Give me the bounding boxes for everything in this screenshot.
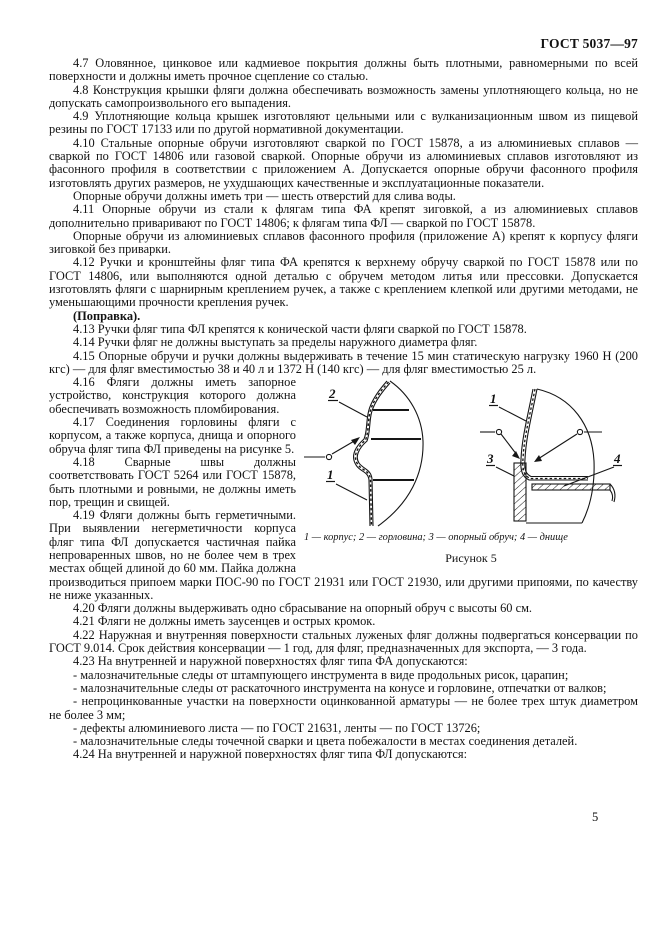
paragraph: 4.24 На внутренней и наружной поверхностях фляг типа ФЛ допускаются: xyxy=(73,747,468,762)
detail-boundary-arc xyxy=(378,381,423,526)
paragraph: 4.12 Ручки и кронштейны фляг типа ФА крепятся к верхнему обручу сваркой по ГОСТ 15878 или по ГОСТ 14806, или выполняются одной деталью с обручем методом литья или прессовки. Допускается изготовлять фляги с шарнирным креплением ручек, а также с креплением клепкой или другими методами, не уменьшающими прочности крепления ручек. xyxy=(49,255,638,310)
paragraph: 4.16 Фляги должны иметь запорное устройство, конструкция которого должна обеспечивать возможность пломбирования. xyxy=(49,375,296,416)
list-item: - малозначительные следы от штампующего инструмента в виде продольных рисок, царапин; xyxy=(73,667,569,682)
bottom-strip xyxy=(532,484,610,490)
paragraph: 4.11 Опорные обручи из стали к флягам типа ФА крепят зиговкой, а из алюминиевых сплавов дополнительно приваривают по ГОСТ 14806; к флягам типа ФЛ — сваркой по ГОСТ 15878. xyxy=(49,202,638,230)
paragraph: 4.22 Наружная и внутренняя поверхности стальных луженых фляг должны подвергаться консервации по ГОСТ 9.014. Срок действия консервации — 1 год, для фляг, предназначенных для экспорта, — 3 года. xyxy=(49,627,638,656)
paragraph: Опорные обручи должны иметь три — шесть отверстий для слива воды. xyxy=(73,188,456,203)
paragraph: 4.18 Сварные швы должны соответствовать ГОСТ 5264 или ГОСТ 15878, быть плотными и ровными, не должны иметь пор, трещин и свищей. xyxy=(49,454,296,509)
paragraph: 4.7 Оловянное, цинковое или кадмиевое покрытия должны быть плотными, равномерными по всей поверхности и должны иметь прочное сцепление со сталью. xyxy=(49,56,638,84)
figure-label-bottom: 4 xyxy=(614,451,621,467)
list-item: - дефекты алюминиевого листа — по ГОСТ 21631, ленты — по ГОСТ 13726; xyxy=(73,720,481,735)
list-item: - малозначительные следы от раскаточного инструмента на конусе и горловине, отпечатки от валков; xyxy=(73,680,607,695)
paragraph: 4.15 Опорные обручи и ручки должны выдерживать в течение 15 мин статическую нагрузку 1960 Н (200 кгс) — для фляг вместимостью 38 и 40 л и 1372 Н (140 кгс) — для фляг вместимостью 25 л. xyxy=(49,348,638,376)
paragraph: 4.14 Ручки фляг не должны выступать за пределы наружного диаметра фляг. xyxy=(73,335,478,350)
paragraph: 4.23 На внутренней и наружной поверхностях фляг типа ФА допускаются: xyxy=(73,654,468,669)
paragraph: 4.19 Фляги должны быть герметичными. При выявлении негерметичности корпуса фляг типа ФЛ допускается частичная пайка непроваренных швов, но не более чем в трех местах общей длиной до 60 мм. Пайка должна производиться припоем марки ПОС-90 по ГОСТ 21931 или ГОСТ 21930, или другими припоями, по качеству не ниже указанных. xyxy=(49,508,638,602)
figure-label-body: 1 xyxy=(327,467,334,483)
support-hoop-band xyxy=(514,463,526,521)
amendment-note: (Поправка). xyxy=(73,308,141,323)
paragraph: 4.8 Конструкция крышки фляги должна обеспечивать возможность замены уплотняющего кольца, но не допускать самопроизвольного его выпадения. xyxy=(49,82,638,110)
neck-joint-drawing xyxy=(304,377,462,529)
list-item: - непроцинкованные участки на поверхности оцинкованной арматуры — не более трех штук диаметром не более 3 мм; xyxy=(49,694,638,722)
list-item: - малозначительные следы точечной сварки и цвета побежалости в местах соединения деталей. xyxy=(73,734,578,749)
figure-label-body2: 1 xyxy=(490,391,497,407)
page-content xyxy=(49,57,638,762)
figure-drawings xyxy=(304,377,638,529)
paragraph: 4.13 Ручки фляг типа ФЛ крепятся к конической части фляги сваркой по ГОСТ 15878. xyxy=(73,321,527,336)
paragraph: 4.21 Фляги не должны иметь заусенцев и острых кромок. xyxy=(73,614,376,629)
paragraph: Опорные обручи из алюминиевых сплавов фасонного профиля (приложение А) крепят к корпусу фляги зиговкой без приварки. xyxy=(49,228,638,257)
figure-legend: 1 — корпус; 2 — горловина; 3 — опорный обруч; 4 — днище xyxy=(304,532,568,544)
paragraph: 4.20 Фляги должны выдерживать одно сбрасывание на опорный обруч с высоты 60 см. xyxy=(73,601,533,616)
figure-5-block xyxy=(304,377,638,565)
figure-label-neck: 2 xyxy=(329,386,336,402)
standard-number-header: ГОСТ 5037—97 xyxy=(540,36,638,51)
paragraph: 4.17 Соединения горловины фляги с корпусом, а также корпуса, днища и опорного обруча фляг типа ФЛ приведены на рисунке 5. xyxy=(49,415,296,456)
bottom-joint-drawing xyxy=(468,377,638,529)
figure-label-hoop: 3 xyxy=(487,451,494,467)
paragraph: 4.10 Стальные опорные обручи изготовляют сваркой по ГОСТ 15878, а из алюминиевых сплавов — сваркой по ГОСТ 14806 или газовой сваркой. Опорные обручи из алюминиевых сплавов изготовляют из фасонного профиля в соответствии с приложением А. Допускается опорные обручи фасонного профиля изготовлять других размеров, не ухудшающих качественные и эксплуатационные показатели. xyxy=(49,135,638,190)
page-number: 5 xyxy=(592,810,599,824)
paragraph: 4.9 Уплотняющие кольца крышек изготовляют цельными или с вулканизационным швом из пищевой резины по ГОСТ 17133 или по другой нормативной документации. xyxy=(49,109,638,137)
figure-title: Рисунок 5 xyxy=(445,551,497,566)
